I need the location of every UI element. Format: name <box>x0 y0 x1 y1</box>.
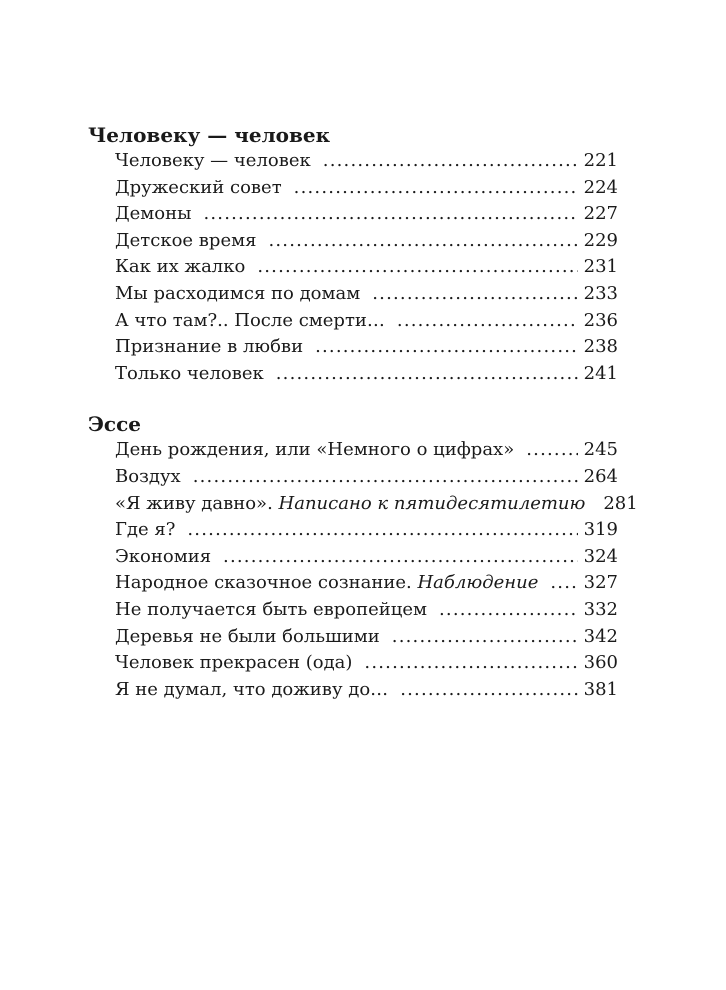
toc-entry-list <box>115 437 638 703</box>
entry-title: Экономия <box>115 545 212 567</box>
entry-title: Признание в любви <box>115 336 304 358</box>
dot-leader <box>397 308 578 335</box>
dot-leader <box>550 570 577 597</box>
dot-leader <box>315 334 578 361</box>
page-number: 241 <box>583 362 618 384</box>
entry-title: Только человек <box>115 362 264 384</box>
dot-leader <box>372 281 577 308</box>
page-number: 342 <box>583 625 618 647</box>
toc-entry[interactable] <box>115 228 618 255</box>
dot-leader <box>439 597 578 624</box>
dot-leader <box>526 437 577 464</box>
entry-title: Я не думал, что доживу до… <box>115 678 389 700</box>
entry-title: Где я? <box>115 519 176 541</box>
toc-entry[interactable] <box>115 361 618 388</box>
entry-subtitle: Наблюдение <box>417 572 539 594</box>
dot-leader <box>294 175 578 202</box>
toc-entry[interactable] <box>115 570 618 597</box>
page-number: 332 <box>583 598 618 620</box>
toc-entry[interactable] <box>115 148 618 175</box>
dot-leader <box>364 650 577 677</box>
entry-title: Народное сказочное сознание. Наблюдение <box>115 572 539 594</box>
dot-leader <box>187 517 577 544</box>
page-number: 221 <box>583 150 618 171</box>
page-number: 264 <box>583 465 618 487</box>
toc-section <box>88 411 638 703</box>
page-number: 381 <box>583 678 618 700</box>
entry-title: Деревья не были большими <box>115 625 380 647</box>
entry-title: Демоны <box>115 203 192 225</box>
entry-title: Как их жалко <box>115 256 246 278</box>
page-number: 245 <box>583 439 618 461</box>
entry-title: «Я живу давно». Написано к пятидесятилетию <box>115 492 586 514</box>
dot-leader <box>323 148 578 175</box>
dot-leader <box>268 228 577 255</box>
dot-leader <box>223 544 578 571</box>
toc-entry[interactable] <box>115 437 618 464</box>
page-number: 233 <box>583 282 618 304</box>
toc-entry[interactable] <box>115 334 618 361</box>
dot-leader <box>392 624 578 651</box>
entry-subtitle: Написано к пятидесятилетию <box>278 492 586 514</box>
entry-title: Дружеский совет <box>115 176 282 198</box>
toc-entry[interactable] <box>115 650 618 677</box>
dot-leader <box>203 201 577 228</box>
toc-entry[interactable] <box>115 281 618 308</box>
entry-title: Человек прекрасен (ода) <box>115 652 353 674</box>
page-number: 224 <box>583 176 618 198</box>
toc-entry[interactable] <box>115 254 618 281</box>
page-number: 229 <box>583 229 618 251</box>
toc-entry[interactable] <box>115 175 618 202</box>
page-number: 319 <box>583 519 618 541</box>
page-number: 231 <box>583 256 618 278</box>
entry-title: Детское время <box>115 229 257 251</box>
table-of-contents <box>88 122 638 727</box>
dot-leader <box>257 254 577 281</box>
entry-title: Воздух <box>115 465 181 487</box>
dot-leader <box>400 677 577 704</box>
dot-leader <box>276 361 578 388</box>
entry-title: А что там?.. После смерти… <box>115 309 385 331</box>
entry-title: Мы расходимся по домам <box>115 282 361 304</box>
page-number: 236 <box>583 309 618 331</box>
toc-entry[interactable] <box>115 308 618 335</box>
toc-entry[interactable] <box>115 624 618 651</box>
toc-entry[interactable] <box>115 201 618 228</box>
toc-entry[interactable] <box>115 464 618 491</box>
toc-entry-list <box>115 148 618 387</box>
page-number: 238 <box>583 336 618 358</box>
entry-title: День рождения, или «Немного о цифрах» <box>115 439 515 461</box>
entry-title: Человеку — человек <box>115 150 311 171</box>
toc-section <box>88 122 618 387</box>
page-number: 360 <box>583 652 618 674</box>
page-number: 327 <box>583 572 618 594</box>
page-number: 281 <box>603 492 638 514</box>
entry-title: Не получается быть европейцем <box>115 598 427 620</box>
page-number: 227 <box>583 203 618 225</box>
dot-leader <box>193 464 578 491</box>
toc-entry[interactable] <box>115 597 618 624</box>
toc-entry[interactable] <box>115 544 618 571</box>
section-title: Эссе <box>88 412 141 437</box>
toc-entry[interactable] <box>115 517 618 544</box>
toc-entry[interactable] <box>115 491 638 518</box>
page-number: 324 <box>583 545 618 567</box>
toc-entry[interactable] <box>115 677 618 704</box>
section-title: Человеку — человек <box>88 123 331 147</box>
